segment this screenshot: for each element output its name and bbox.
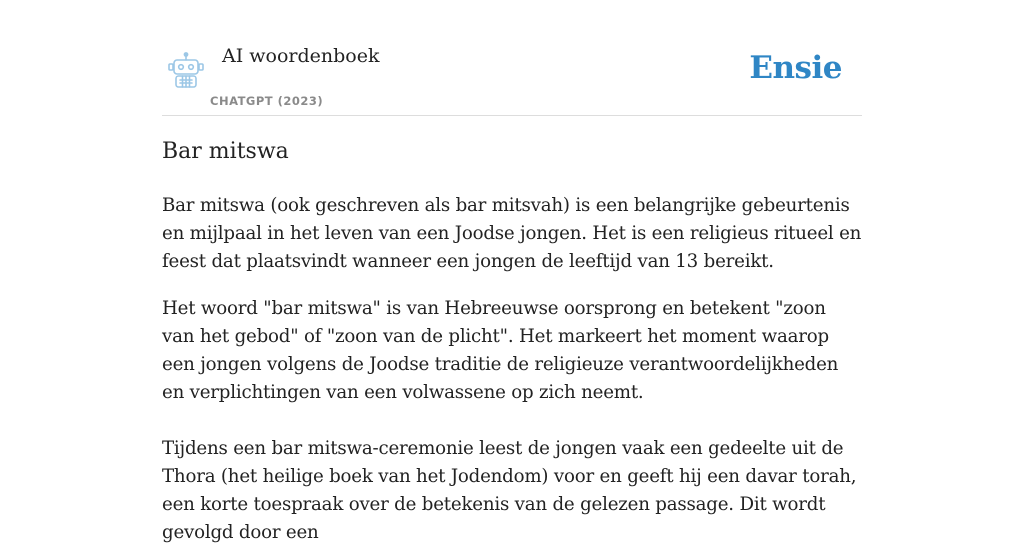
source-header: [162, 0, 862, 116]
brand-logo[interactable]: Ensie: [749, 50, 842, 86]
robot-icon: [166, 52, 206, 90]
entry-title: Bar mitswa: [162, 139, 289, 164]
source-meta: CHATGPT (2023): [210, 94, 324, 108]
entry-content: [162, 192, 862, 547]
entry-paragraph: Tijdens een bar mitswa-ceremonie leest de jongen vaak een gedeelte uit de Thora (het heilige boek van het Jodendom) voor en geeft hij een davar torah, een korte toespraak over de betekenis van de gelezen passage. Dit wordt gevolgd door een: [162, 438, 857, 543]
source-title[interactable]: AI woordenboek: [222, 45, 380, 67]
entry-paragraph: Het woord "bar mitswa" is van Hebreeuwse oorsprong en betekent "zoon van het gebod" of "zoon van de plicht". Het markeert het moment waarop een jongen volgens de Joodse traditie de religieuze verantwoordelijkheden en verplichtingen van een volwassene op zich neemt.: [162, 298, 839, 403]
entry-paragraph: Bar mitswa (ook geschreven als bar mitsvah) is een belangrijke gebeurtenis en mijlpaal in het leven van een Joodse jongen. Het is een religieus ritueel en feest dat plaatsvindt wanneer een jongen de leeftijd van 13 bereikt.: [162, 195, 862, 272]
